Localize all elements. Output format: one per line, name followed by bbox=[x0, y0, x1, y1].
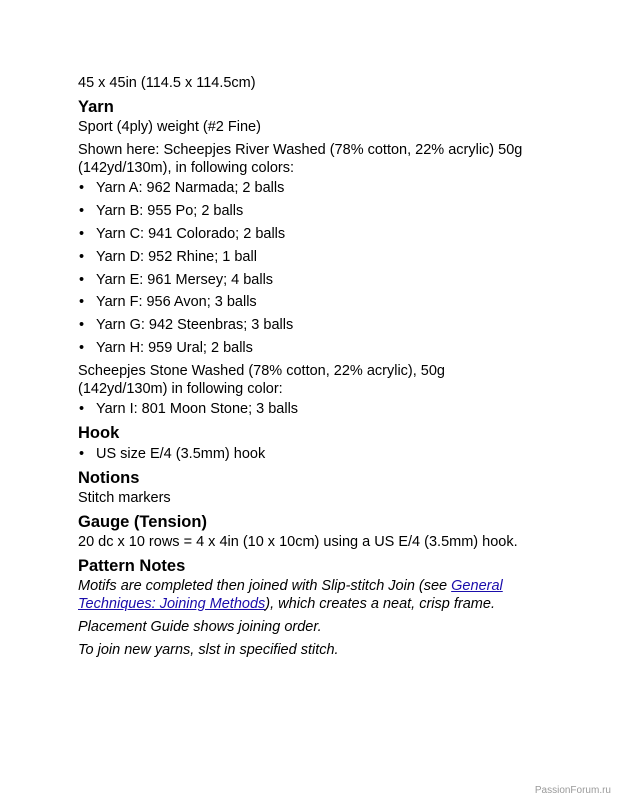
yarn-shown-here: Shown here: Scheepjes River Washed (78% cotton, 22% acrylic) 50g (142yd/130m), in following colors: bbox=[78, 142, 523, 176]
list-item: • Yarn E: 961 Mersey; 4 balls bbox=[79, 271, 274, 288]
gauge-text: 20 dc x 10 rows = 4 x 4in (10 x 10cm) using a US E/4 (3.5mm) hook. bbox=[78, 534, 518, 551]
pattern-page bbox=[78, 74, 588, 659]
bullet-icon: • bbox=[79, 248, 85, 265]
list-item: • Yarn I: 801 Moon Stone; 3 balls bbox=[79, 401, 299, 418]
site-watermark: PassionForum.ru bbox=[534, 785, 611, 796]
list-item: • Yarn D: 952 Rhine; 1 ball bbox=[79, 248, 257, 265]
notions-heading: Notions bbox=[78, 469, 140, 488]
finished-size: 45 x 45in (114.5 x 114.5cm) bbox=[78, 75, 256, 91]
bullet-icon: • bbox=[79, 271, 85, 288]
list-item: • US size E/4 (3.5mm) hook bbox=[79, 446, 266, 463]
hook-list bbox=[78, 445, 588, 463]
pattern-note-new-yarns: To join new yarns, slst in specified stitch. bbox=[78, 642, 339, 659]
pattern-note-joining: Motifs are completed then joined with Slip-stitch Join (see General Techniques: Joining Methods), which creates a neat, crisp frame. bbox=[78, 578, 503, 613]
bullet-icon: • bbox=[79, 401, 85, 418]
list-item: • Yarn A: 962 Narmada; 2 balls bbox=[79, 180, 285, 196]
yarn-weight: Sport (4ply) weight (#2 Fine) bbox=[78, 119, 261, 135]
yarn-color-list bbox=[78, 179, 588, 357]
notions-text: Stitch markers bbox=[78, 490, 171, 507]
general-techniques-link[interactable]: General Techniques: Joining Methods bbox=[78, 578, 503, 613]
bullet-icon: • bbox=[79, 202, 85, 219]
stone-washed-line-1: Scheepjes Stone Washed (78% cotton, 22% acrylic), 50g bbox=[78, 363, 445, 380]
bullet-icon: • bbox=[79, 446, 85, 463]
gauge-heading: Gauge (Tension) bbox=[78, 513, 207, 532]
list-item: • Yarn H: 959 Ural; 2 balls bbox=[79, 340, 253, 357]
hook-heading: Hook bbox=[78, 424, 120, 443]
list-item: • Yarn C: 941 Colorado; 2 balls bbox=[79, 225, 286, 242]
list-item: • Yarn B: 955 Po; 2 balls bbox=[79, 202, 244, 219]
list-item: • Yarn G: 942 Steenbras; 3 balls bbox=[79, 317, 294, 334]
yarn-heading: Yarn bbox=[78, 98, 114, 116]
bullet-icon: • bbox=[79, 294, 85, 311]
pattern-notes-heading: Pattern Notes bbox=[78, 557, 186, 576]
stone-washed-line-2: (142yd/130m) in following color: bbox=[78, 381, 283, 398]
bullet-icon: • bbox=[79, 317, 85, 334]
bullet-icon: • bbox=[79, 180, 85, 196]
stone-color-list bbox=[78, 400, 588, 418]
pattern-note-placement: Placement Guide shows joining order. bbox=[78, 619, 322, 636]
list-item: • Yarn F: 956 Avon; 3 balls bbox=[79, 294, 257, 311]
bullet-icon: • bbox=[79, 340, 85, 357]
bullet-icon: • bbox=[79, 225, 85, 242]
